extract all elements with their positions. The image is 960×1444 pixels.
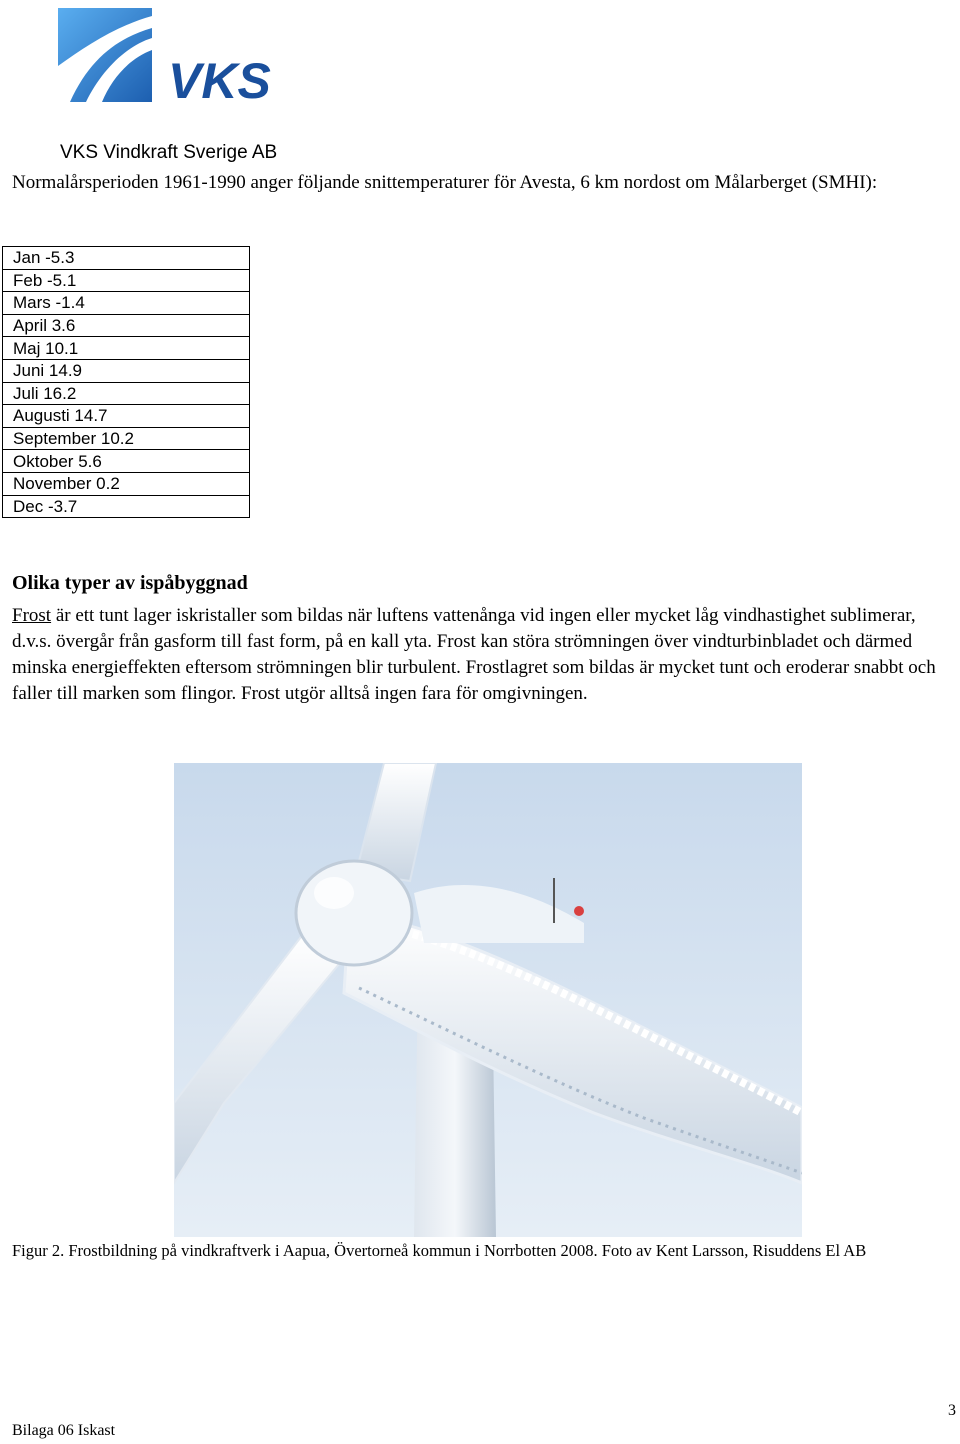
temperature-cell: Oktober 5.6 — [3, 450, 250, 473]
temperature-table — [2, 246, 250, 518]
table-row — [3, 247, 250, 270]
logo-text: VKS — [168, 53, 271, 106]
temperature-cell: November 0.2 — [3, 472, 250, 495]
company-name: VKS Vindkraft Sverige AB — [60, 142, 278, 163]
table-row — [3, 427, 250, 450]
page-number: 3 — [948, 1402, 956, 1419]
table-row — [3, 472, 250, 495]
section-body-text: är ett tunt lager iskristaller som bildas när luftens vattenånga vid ingen eller mycket låg vindhastighet sublimerar, d.v.s. övergår från gasform till fast form, på en kall yta. Frost kan störa strömningen över vindturbinbladet och därmed minska energieffekten eftersom strömningen blir turbulent. Frostlagret som bildas är mycket tunt och eroderar snabbt och faller till marken som flingor. Frost utgör alltså ingen fara för omgivningen. — [12, 605, 936, 704]
vks-logo — [56, 6, 286, 106]
intro-paragraph: Normalårsperioden 1961-1990 anger följande snittemperaturer för Avesta, 6 km nordost om Målarberget (SMHI): — [12, 172, 878, 193]
figure-caption: Figur 2. Frostbildning på vindkraftverk i Aapua, Övertorneå kommun i Norrbotten 2008. Foto av Kent Larsson, Risuddens El AB — [12, 1241, 867, 1260]
footer-attachment-label: Bilaga 06 Iskast — [12, 1422, 116, 1439]
table-row — [3, 495, 250, 518]
table-row — [3, 450, 250, 473]
table-row — [3, 359, 250, 382]
table-row — [3, 405, 250, 428]
temperature-cell: Maj 10.1 — [3, 337, 250, 360]
table-row — [3, 269, 250, 292]
section-body — [12, 603, 952, 707]
temperature-cell: April 3.6 — [3, 314, 250, 337]
temperature-cell: Augusti 14.7 — [3, 405, 250, 428]
temperature-cell: Juni 14.9 — [3, 359, 250, 382]
temperature-cell: Feb -5.1 — [3, 269, 250, 292]
table-row — [3, 314, 250, 337]
table-row — [3, 382, 250, 405]
temperature-cell: Jan -5.3 — [3, 247, 250, 270]
section-heading: Olika typer av ispåbyggnad — [12, 572, 248, 594]
temperature-cell: September 10.2 — [3, 427, 250, 450]
temperature-cell: Mars -1.4 — [3, 292, 250, 315]
table-row — [3, 337, 250, 360]
frosted-wind-turbine-photo — [174, 763, 802, 1237]
frost-term: Frost — [12, 605, 52, 626]
table-row — [3, 292, 250, 315]
temperature-cell: Dec -3.7 — [3, 495, 250, 518]
temperature-cell: Juli 16.2 — [3, 382, 250, 405]
